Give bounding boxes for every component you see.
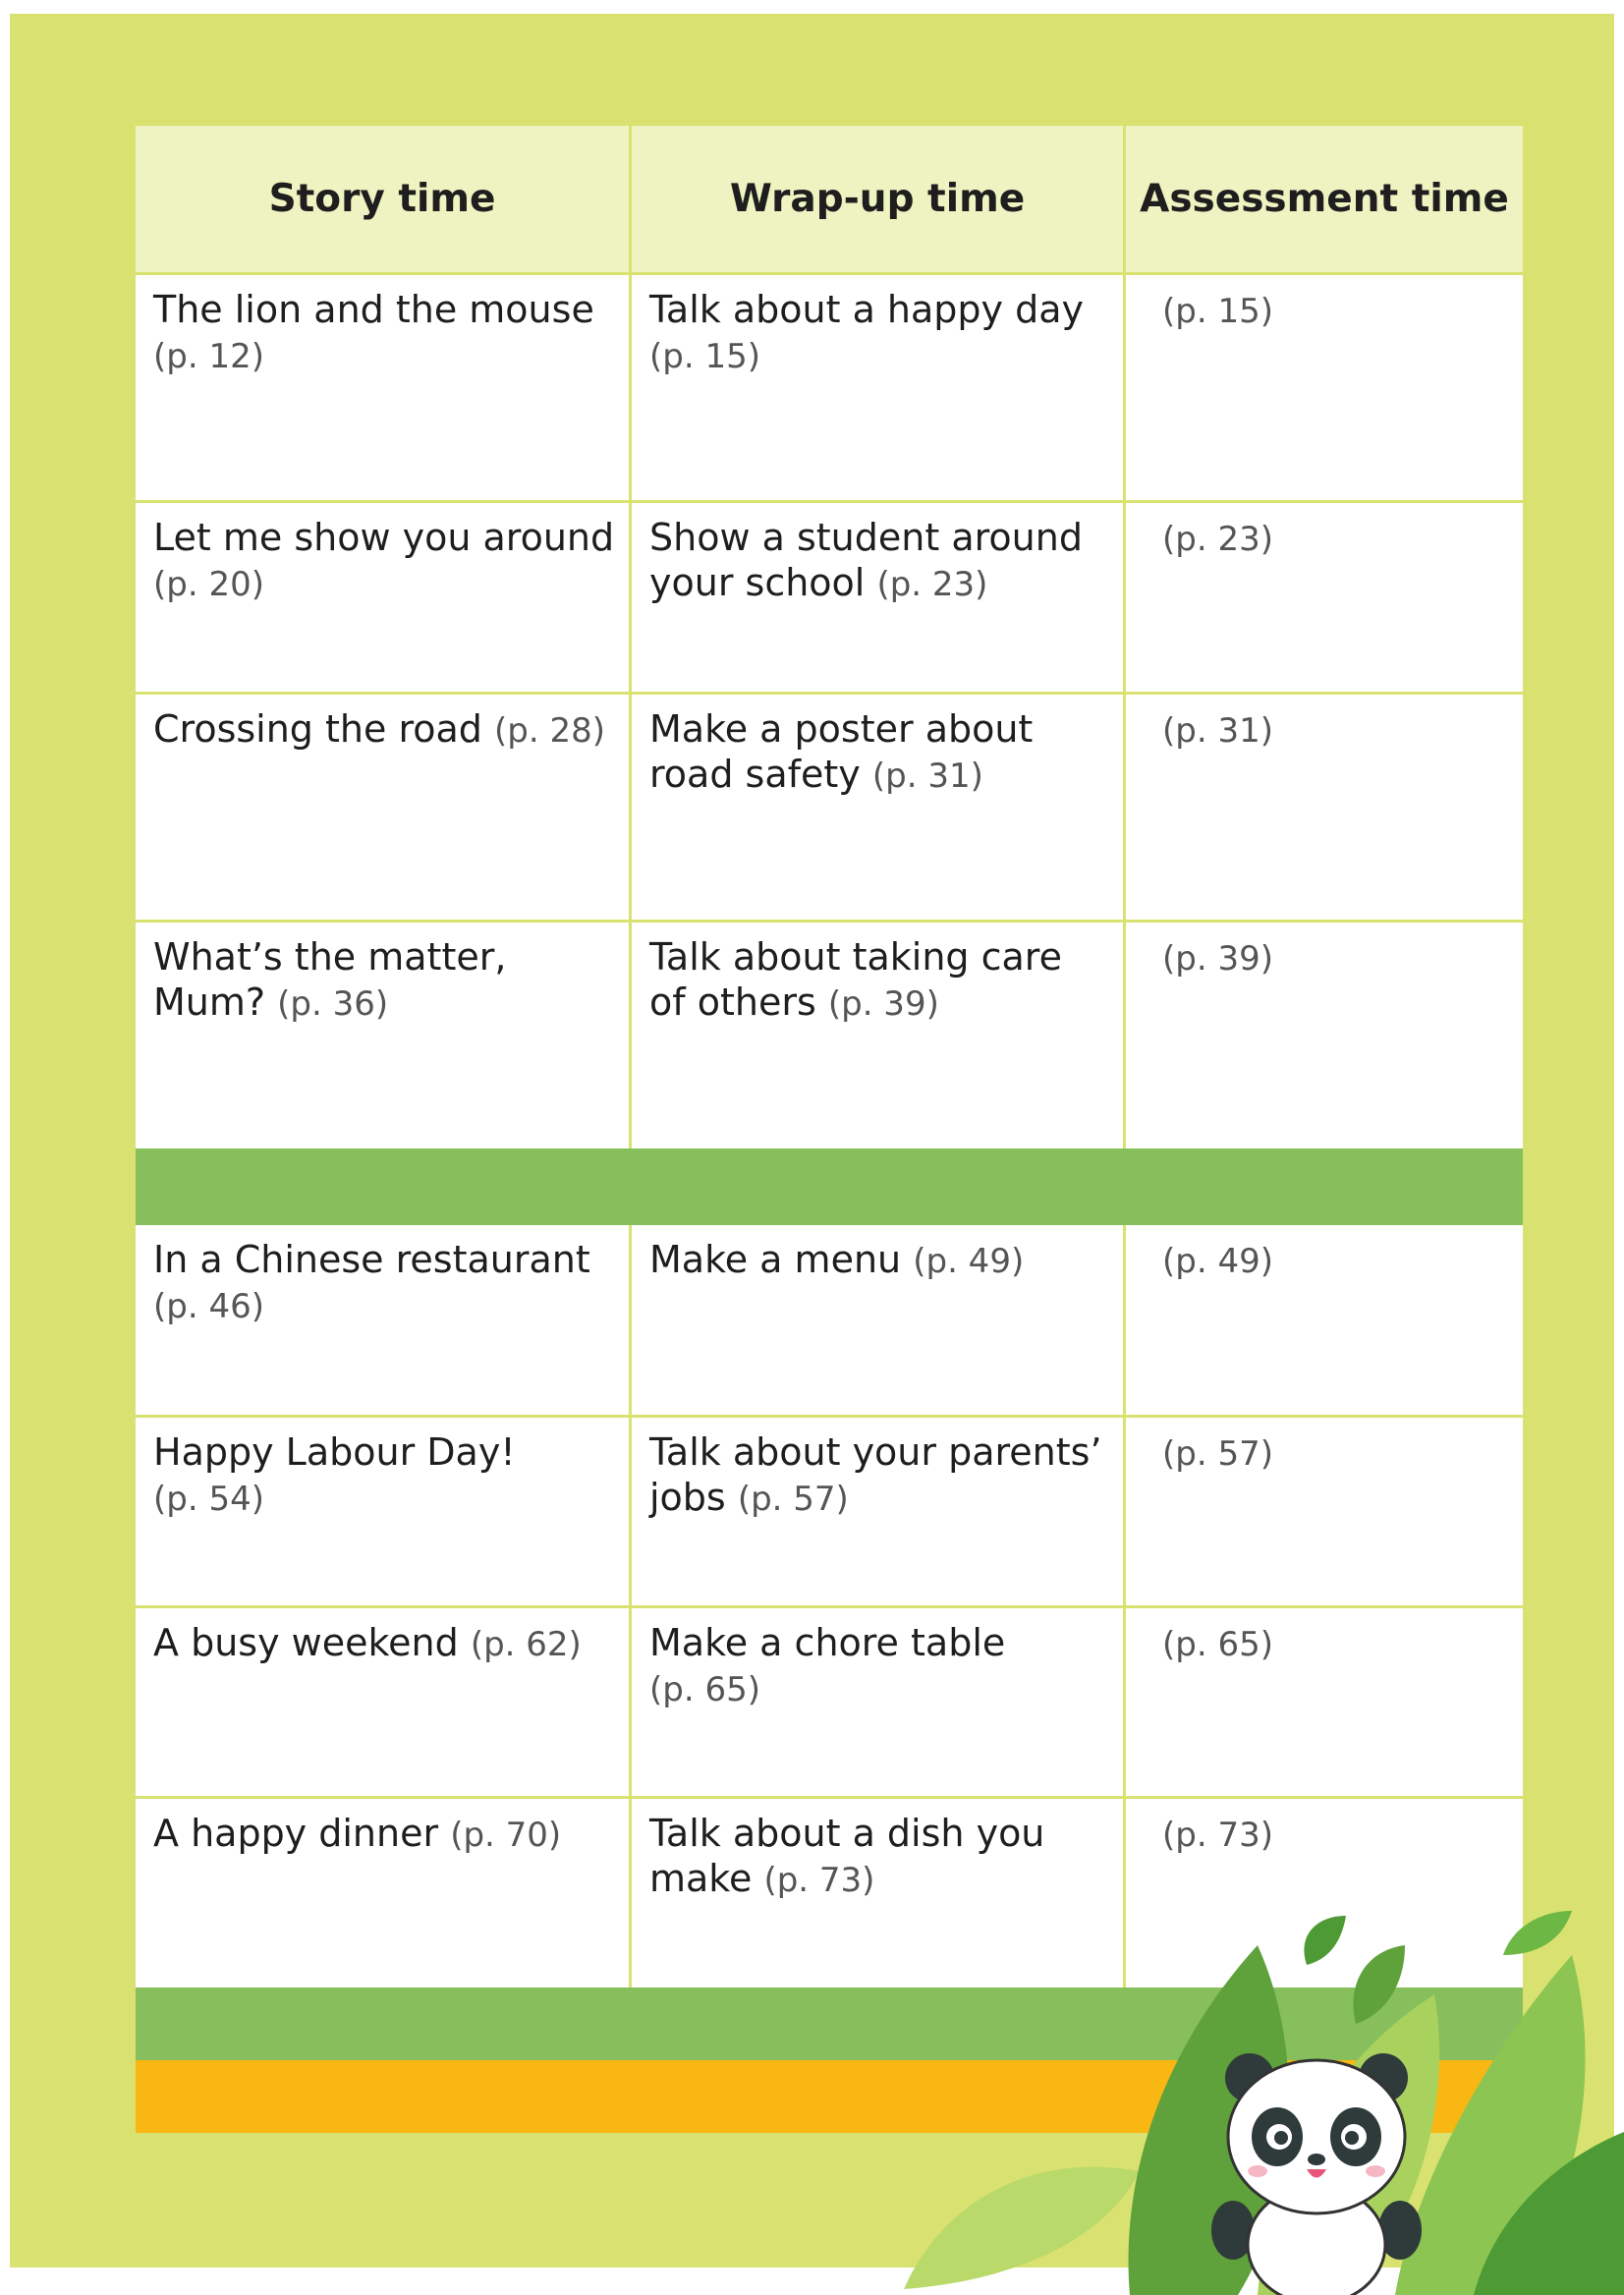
story-title: Let me show you around <box>153 516 615 559</box>
assessment-page: (p. 49) <box>1162 1242 1273 1281</box>
assessment-cell <box>1126 275 1523 500</box>
assessment-page: (p. 65) <box>1162 1625 1273 1664</box>
story-cell <box>136 1225 632 1415</box>
wrapup-title: Make a menu <box>649 1238 902 1281</box>
wrapup-page: (p. 65) <box>649 1670 760 1709</box>
assessment-cell <box>1126 923 1523 1148</box>
story-page: (p. 12) <box>153 337 264 376</box>
story-cell <box>136 923 632 1148</box>
table-row <box>136 272 1523 500</box>
table-row <box>136 1415 1523 1605</box>
wrapup-page: (p. 31) <box>871 756 983 796</box>
story-title: Crossing the road <box>153 707 482 751</box>
wrapup-cell <box>632 503 1126 692</box>
story-title: The lion and the mouse <box>153 288 594 331</box>
story-title: A happy dinner <box>153 1812 439 1855</box>
story-cell <box>136 503 632 692</box>
story-page: (p. 62) <box>470 1625 582 1664</box>
table-header <box>136 126 1523 272</box>
story-title: In a Chinese restaurant <box>153 1238 590 1281</box>
wrapup-title: Talk about a happy day <box>649 288 1085 331</box>
wrapup-cell <box>632 1225 1126 1415</box>
wrapup-cell <box>632 275 1126 500</box>
story-page: (p. 28) <box>494 711 605 751</box>
header-wrap-up-time: Wrap-up time <box>632 126 1126 272</box>
section-divider-band <box>136 1148 1523 1225</box>
assessment-cell <box>1126 1608 1523 1796</box>
wrapup-page: (p. 73) <box>763 1861 875 1900</box>
assessment-cell <box>1126 503 1523 692</box>
wrapup-title: Make a poster about road safety <box>649 707 1034 796</box>
panda-decoration <box>884 1906 1624 2295</box>
wrapup-page: (p. 15) <box>649 337 760 376</box>
wrapup-page: (p. 23) <box>876 565 988 604</box>
story-cell <box>136 1799 632 1987</box>
table-row <box>136 920 1523 1148</box>
wrapup-page: (p. 49) <box>913 1242 1025 1281</box>
wrapup-cell <box>632 695 1126 920</box>
wrapup-title: Talk about your parents’ jobs <box>649 1430 1102 1519</box>
wrapup-cell <box>632 1608 1126 1796</box>
table-row <box>136 1225 1523 1415</box>
story-page: (p. 20) <box>153 565 264 604</box>
story-title: Happy Labour Day! <box>153 1430 516 1474</box>
table-row <box>136 1605 1523 1796</box>
header-story-time: Story time <box>136 126 632 272</box>
assessment-cell <box>1126 695 1523 920</box>
wrapup-title: Show a student around your school <box>649 516 1083 604</box>
story-cell <box>136 695 632 920</box>
assessment-cell <box>1126 1225 1523 1415</box>
wrapup-title: Talk about a dish you make <box>649 1812 1045 1900</box>
assessment-page: (p. 31) <box>1162 711 1273 751</box>
wrapup-cell <box>632 1418 1126 1605</box>
wrapup-page: (p. 57) <box>737 1480 849 1519</box>
story-cell <box>136 1418 632 1605</box>
story-cell <box>136 1608 632 1796</box>
assessment-page: (p. 57) <box>1162 1434 1273 1474</box>
wrapup-cell <box>632 923 1126 1148</box>
story-page: (p. 54) <box>153 1480 264 1519</box>
assessment-page: (p. 73) <box>1162 1816 1273 1855</box>
story-page: (p. 46) <box>153 1287 264 1326</box>
story-title: What’s the matter, Mum? <box>153 935 507 1024</box>
table-row <box>136 692 1523 920</box>
contents-table <box>136 126 1523 2063</box>
wrapup-page: (p. 39) <box>827 984 939 1024</box>
panda-mascot-icon <box>1208 2043 1425 2295</box>
assessment-cell <box>1126 1418 1523 1605</box>
table-row <box>136 500 1523 692</box>
wrapup-title: Talk about taking care of others <box>649 935 1062 1024</box>
assessment-page: (p. 15) <box>1162 292 1273 331</box>
story-title: A busy weekend <box>153 1621 459 1664</box>
assessment-page: (p. 23) <box>1162 520 1273 559</box>
story-page: (p. 36) <box>277 984 389 1024</box>
assessment-page: (p. 39) <box>1162 939 1273 979</box>
story-page: (p. 70) <box>450 1816 562 1855</box>
header-assessment-time: Assessment time <box>1140 177 1509 221</box>
wrapup-title: Make a chore table <box>649 1621 1006 1664</box>
story-cell <box>136 275 632 500</box>
